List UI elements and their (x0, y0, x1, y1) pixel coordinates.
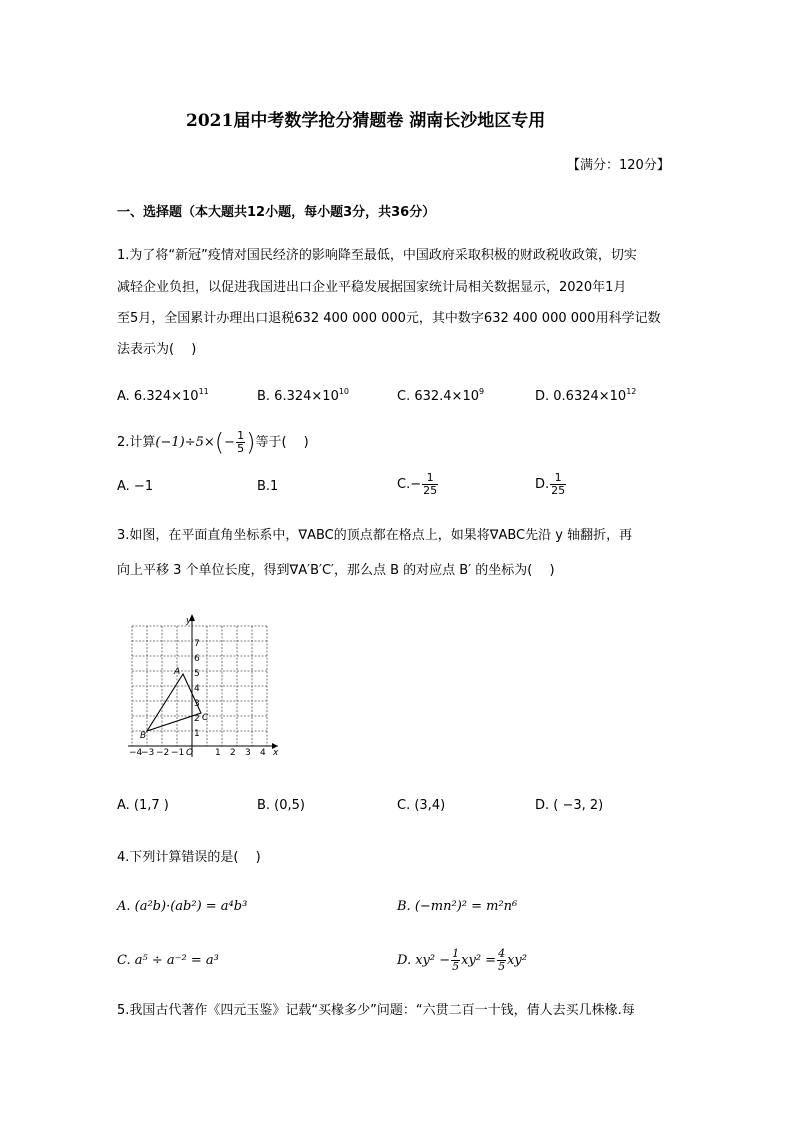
q4-option-d[interactable]: D. xy² − $\frac{1}{5}$ xy² = $\frac{4}{5}$ xy² (397, 947, 527, 973)
page-title: 2021届中考数学抢分猜题卷 湖南长沙地区专用 (186, 111, 546, 131)
y-tick-1: 1 (194, 729, 200, 739)
q1-line-2: 减轻企业负担，以促进我国进出口企业平稳发展据国家统计局相关数据显示，2020年1月 (117, 280, 627, 295)
x-tick-2: 2 (230, 748, 236, 758)
q3-option-b[interactable]: B. (0,5) (257, 798, 306, 813)
q4-stem: 4.下列计算错误的是( ) (117, 850, 261, 865)
y-tick-7: 7 (194, 639, 200, 649)
x-tick-1: 1 (215, 748, 221, 758)
q1-option-b[interactable]: B. $6.324\times 10^{10}$ (257, 387, 350, 404)
q4-option-a[interactable]: A. (a²b)·(ab²) = a⁴b³ (117, 899, 248, 914)
y-tick-4: 4 (194, 684, 200, 694)
q2-option-c[interactable]: C.− $\frac{1}{25}$ (397, 471, 438, 497)
coordinate-grid-figure (126, 612, 286, 762)
point-b-label: B (140, 731, 147, 741)
y-tick-2: 2 (194, 714, 200, 724)
x-tick-neg2: −2 (156, 748, 170, 758)
y-tick-5: 5 (194, 669, 200, 679)
full-score: 【满分：120分】 (567, 158, 670, 173)
q3-option-c[interactable]: C. (3,4) (397, 798, 446, 813)
x-tick-4: 4 (260, 748, 266, 758)
triangle-abc (147, 674, 201, 731)
y-tick-3: 3 (194, 699, 200, 709)
point-a-label: A (174, 667, 181, 677)
q4-option-c[interactable]: C. a⁵ ÷ a⁻² = a³ (117, 953, 219, 968)
x-tick-neg1: −1 (171, 748, 185, 758)
point-c-label: C (202, 713, 209, 723)
q4-option-b[interactable]: B. (−mn²)² = m²n⁶ (397, 899, 518, 914)
q3-option-d[interactable]: D. ( −3, 2) (535, 798, 604, 813)
q1-line-4: 法表示为( ) (117, 342, 197, 357)
y-tick-6: 6 (194, 654, 200, 664)
q2-option-b[interactable]: B.1 (257, 479, 279, 494)
section-heading: 一、选择题（本大题共12小题，每小题3分，共36分） (117, 205, 436, 220)
q1-option-d[interactable]: D. $0.6324\times 10^{12}$ (535, 387, 637, 404)
q3-line-2: 向上平移 3 个单位长度，得到∇A′B′C′，那么点 B 的对应点 B′ 的坐标为( ) (117, 563, 555, 578)
x-axis-label: x (273, 748, 279, 758)
q3-line-1: 3.如图，在平面直角坐标系中，∇ABC的顶点都在格点上，如果将∇ABC先沿 y 轴翻折，再 (117, 528, 633, 543)
q2-stem: 2.计算(−1)÷5×(− $\frac{1}{5}$ )等于( ) (117, 428, 309, 457)
q1-option-a[interactable]: A. $6.324\times 10^{11}$ (117, 387, 209, 404)
q2-fraction: $\frac{1}{5}$ (237, 429, 245, 455)
q2-option-d[interactable]: D. $\frac{1}{25}$ (535, 471, 566, 497)
q5-line-1: 5.我国古代著作《四元玉鉴》记载“买椽多少”问题：“六贯二百一十钱，倩人去买几株椽.每 (117, 1003, 635, 1018)
y-axis-label: y (186, 616, 192, 626)
q1-line-1: 1.为了将“新冠”疫情对国民经济的影响降至最低，中国政府采取积极的财政税收政策，切实 (117, 248, 637, 263)
q3-option-a[interactable]: A. (1,7 ) (117, 798, 169, 813)
origin-label: O (186, 748, 194, 758)
x-tick-neg4: −4 (129, 748, 143, 758)
x-tick-neg3: −3 (141, 748, 155, 758)
q1-option-c[interactable]: C. $632.4\times 10^9$ (397, 387, 485, 404)
q1-line-3: 至5月，全国累计办理出口退税632 400 000 000元，其中数字632 400 000 000用科学记数 (117, 311, 661, 326)
q2-option-a[interactable]: A. −1 (117, 479, 154, 494)
x-tick-3: 3 (245, 748, 251, 758)
